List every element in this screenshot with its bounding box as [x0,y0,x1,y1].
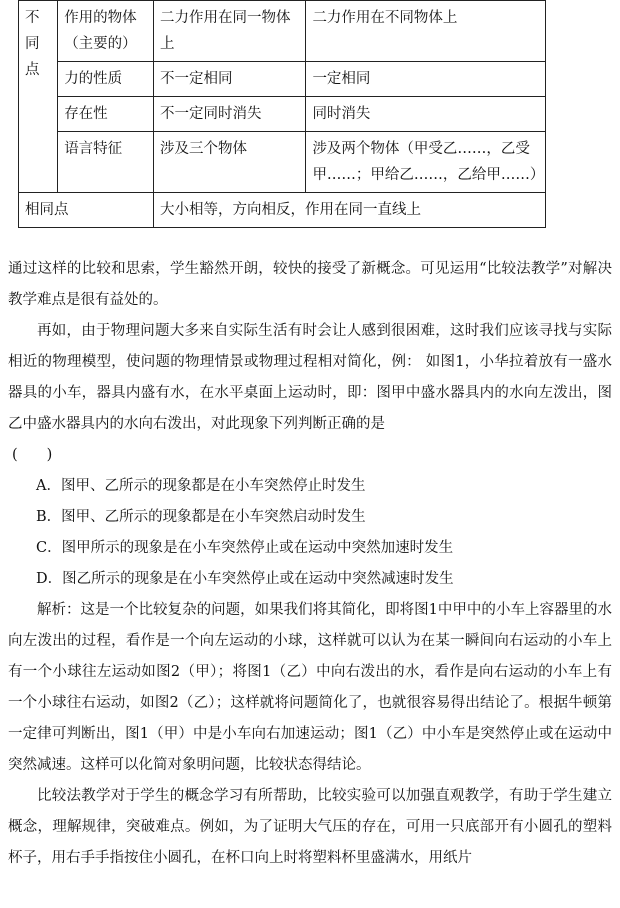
table-cell: 不一定同时消失 [154,97,306,132]
option-d: D．图乙所示的现象是在小车突然停止或在运动中突然减速时发生 [36,571,454,587]
option-a: A．图甲、乙所示的现象都是在小车突然停止时发生 [36,478,366,494]
table-cell: 一定相同 [306,62,546,97]
table-cell: 大小相等，方向相反，作用在同一直线上 [154,193,546,228]
table-cell: 作用的物体（主要的） [58,1,154,62]
table-cell: 二力作用在同一物体上 [154,1,306,62]
table-cell: 不同点 [19,1,58,193]
table-cell: 不一定相同 [154,62,306,97]
table-cell: 涉及两个物体（甲受乙……，乙受甲……；甲给乙……，乙给甲……） [306,132,546,193]
table-cell: 二力作用在不同物体上 [306,1,546,62]
option-b: B．图甲、乙所示的现象都是在小车突然启动时发生 [36,509,366,525]
table-row [19,97,546,132]
comparison-table [18,0,546,228]
table-cell: 涉及三个物体 [154,132,306,193]
table-cell: 相同点 [19,193,154,228]
table-cell: 语言特征 [58,132,154,193]
table-cell: 同时消失 [306,97,546,132]
paragraph: 再如，由于物理问题大多来自实际生活有时会让人感到很困难，这时我们应该寻找与实际相近的物理模型，使问题的物理情景或物理过程相对简化，例： 如图1，小华拉着放有一盛水器具的小车，器具内盛有水，在水平桌面上运动时，即：图甲中盛水器具内的水向左泼出，图乙中盛水器具内的水向右泼出，对此现象下列判断正确的是 [8,323,612,432]
table-row [19,62,546,97]
paragraph: 通过这样的比较和思索，学生豁然开朗，较快的接受了新概念。可见运用“比较法教学”对解决教学难点是很有益处的。 [8,261,612,308]
table-row [19,193,546,228]
document-body [8,254,612,874]
table-cell: 存在性 [58,97,154,132]
table-row [19,1,546,62]
option-c: C．图甲所示的现象是在小车突然停止或在运动中突然加速时发生 [36,540,454,556]
paragraph: 比较法教学对于学生的概念学习有所帮助，比较实验可以加强直观教学，有助于学生建立概念，理解规律，突破难点。例如，为了证明大气压的存在，可用一只底部开有小圆孔的塑料杯子，用右手手指按住小圆孔，在杯口向上时将塑料杯里盛满水，用纸片 [8,788,612,866]
answer-parentheses: ( ) [12,447,53,463]
paragraph: 解析：这是一个比较复杂的问题，如果我们将其简化，即将图1中甲中的小车上容器里的水向左泼出的过程，看作是一个向左运动的小球，这样就可以认为在某一瞬间向右运动的小车上有一个小球往左运动如图2（甲）；将图1（乙）中向右泼出的水，看作是向右运动的小车上有一个小球往右运动，如图2（乙）；这样就将问题简化了，也就很容易得出结论了。根据牛顿第一定律可判断出，图1（甲）中是小车向右加速运动；图1（乙）中小车是突然停止或在运动中突然减速。这样可以化简对象明问题，比较状态得结论。 [8,602,612,773]
table-row [19,132,546,193]
table-cell: 力的性质 [58,62,154,97]
